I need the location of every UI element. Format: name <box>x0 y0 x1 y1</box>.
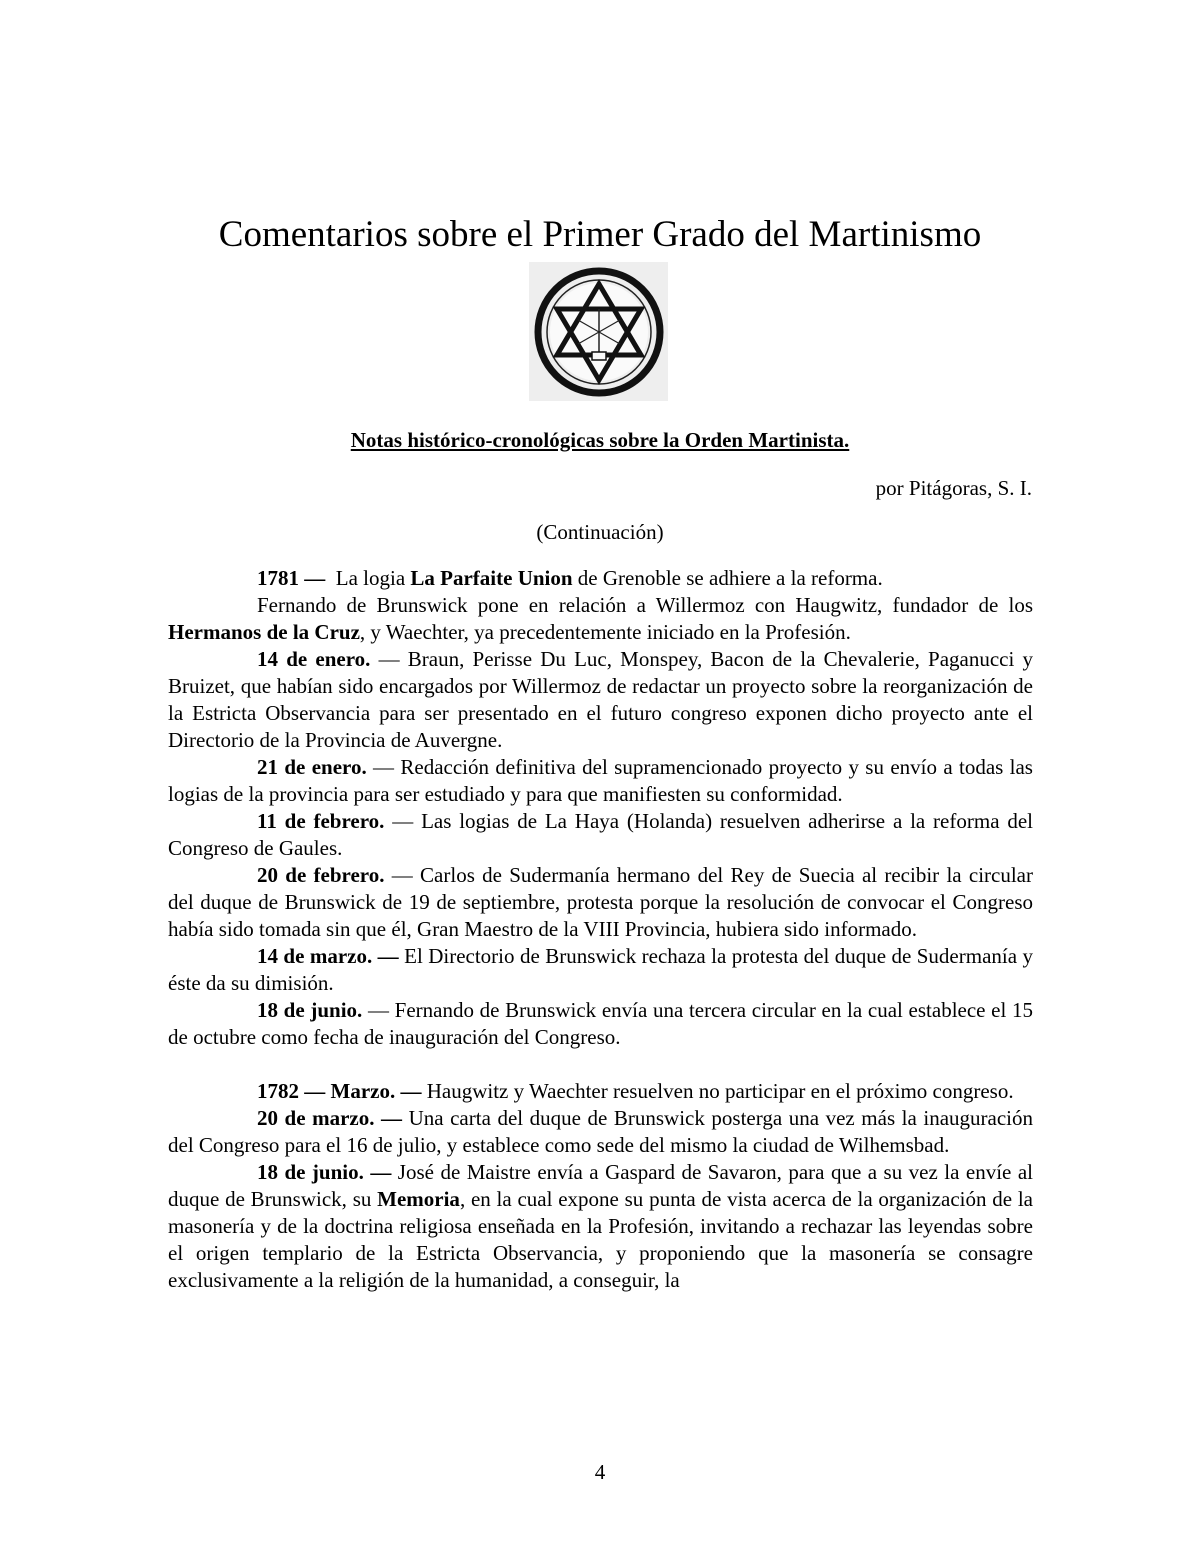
entry-emphasis: Memoria <box>377 1187 460 1211</box>
entry-date: 20 de febrero. <box>257 863 385 887</box>
entry-text: Fernando de Brunswick pone en relación a Willermoz con Haugwitz, fundador de los <box>257 593 1033 617</box>
entry-date: 14 de marzo. — <box>257 944 399 968</box>
page-title: Comentarios sobre el Primer Grado del Martinismo <box>218 214 982 255</box>
chronology-entry <box>168 592 1033 646</box>
entry-date: 11 de febrero. <box>257 809 385 833</box>
entry-date: 18 de junio. <box>257 998 363 1022</box>
entry-emphasis: La Parfaite Union <box>410 566 573 590</box>
chronology-entry <box>168 943 1033 997</box>
chronology-entry <box>168 862 1033 943</box>
entry-date: 18 de junio. — <box>257 1160 392 1184</box>
entry-text: , en la cual expone su punta de vista acerca de la organización de la masonería y de la doctrina religiosa enseñada en la Profesión, invitando a rechazar las leyendas sobre el origen templario de la Estricta Observancia, y proponiendo que la masonería se consagre exclusivamente a la religión de la humanidad, a conseguir, la <box>168 1187 1033 1292</box>
document-subtitle: Notas histórico-cronológicas sobre la Orden Martinista. <box>350 428 850 452</box>
entry-text: El Directorio de Brunswick rechaza la protesta del duque de Sudermanía y éste da su dimisión. <box>168 944 1033 995</box>
entry-text: — Fernando de Brunswick envía una tercera circular en la cual establece el 15 de octubre como fecha de inauguración del Congreso. <box>168 998 1033 1049</box>
chronology-entry <box>168 1078 1033 1105</box>
entry-text: La logia <box>325 566 411 590</box>
entry-text: , y Waechter, ya precedentemente iniciado en la Profesión. <box>359 620 851 644</box>
chronology-entry <box>168 565 1033 592</box>
entry-text: José de Maistre envía a Gaspard de Savaron, para que a su vez la envíe al duque de Brunswick, su <box>168 1160 1033 1211</box>
chronology-entry <box>168 997 1033 1051</box>
entry-date: 20 de marzo. — <box>257 1106 403 1130</box>
entry-text: Haugwitz y Waechter resuelven no participar en el próximo congreso. <box>421 1079 1014 1103</box>
entry-text: — Las logias de La Haya (Holanda) resuelven adherirse a la reforma del Congreso de Gaules. <box>168 809 1033 860</box>
entry-text: — Redacción definitiva del supramencionado proyecto y su envío a todas las logias de la provincia para ser estudiado y para que manifiesten su conformidad. <box>168 755 1033 806</box>
entry-emphasis: Hermanos de la Cruz <box>168 620 360 644</box>
chronology-entry <box>168 646 1033 754</box>
chronology-entry <box>168 808 1033 862</box>
entry-date: 14 de enero. <box>257 647 371 671</box>
chronology-entry <box>168 1159 1033 1294</box>
continuation-note: (Continuación) <box>536 520 664 544</box>
entry-text: — Carlos de Sudermanía hermano del Rey de Suecia al recibir la circular del duque de Brunswick de 19 de septiembre, protesta porque la resolución de convocar el Congreso había sido tomada sin que él, Gran Maestro de la VIII Provincia, hubiera sido informado. <box>168 863 1033 941</box>
entry-text: — Braun, Perisse Du Luc, Monspey, Bacon de la Chevalerie, Paganucci y Bruizet, que habían sido encargados por Willermoz de redactar un proyecto sobre la reorganización de la Estricta Observancia para ser presentado en el futuro congreso exponen dicho proyecto ante el Directorio de la Provincia de Auvergne. <box>168 647 1033 752</box>
entry-date: 21 de enero. <box>257 755 367 779</box>
page-number: 4 <box>594 1460 606 1484</box>
entry-text: Una carta del duque de Brunswick posterga una vez más la inauguración del Congreso para el 16 de julio, y establece como sede del mismo la ciudad de Wilhemsbad. <box>168 1106 1033 1157</box>
chronology-body <box>168 565 1033 1294</box>
entry-date: 1781 — <box>257 566 326 590</box>
entry-text: de Grenoble se adhiere a la reforma. <box>572 566 883 590</box>
author-line: por Pitágoras, S. I. <box>875 476 1032 500</box>
chronology-entry <box>168 1105 1033 1159</box>
chronology-entry <box>168 754 1033 808</box>
hexagram-in-circle-emblem <box>529 262 668 401</box>
entry-date: 1782 — Marzo. — <box>257 1079 422 1103</box>
